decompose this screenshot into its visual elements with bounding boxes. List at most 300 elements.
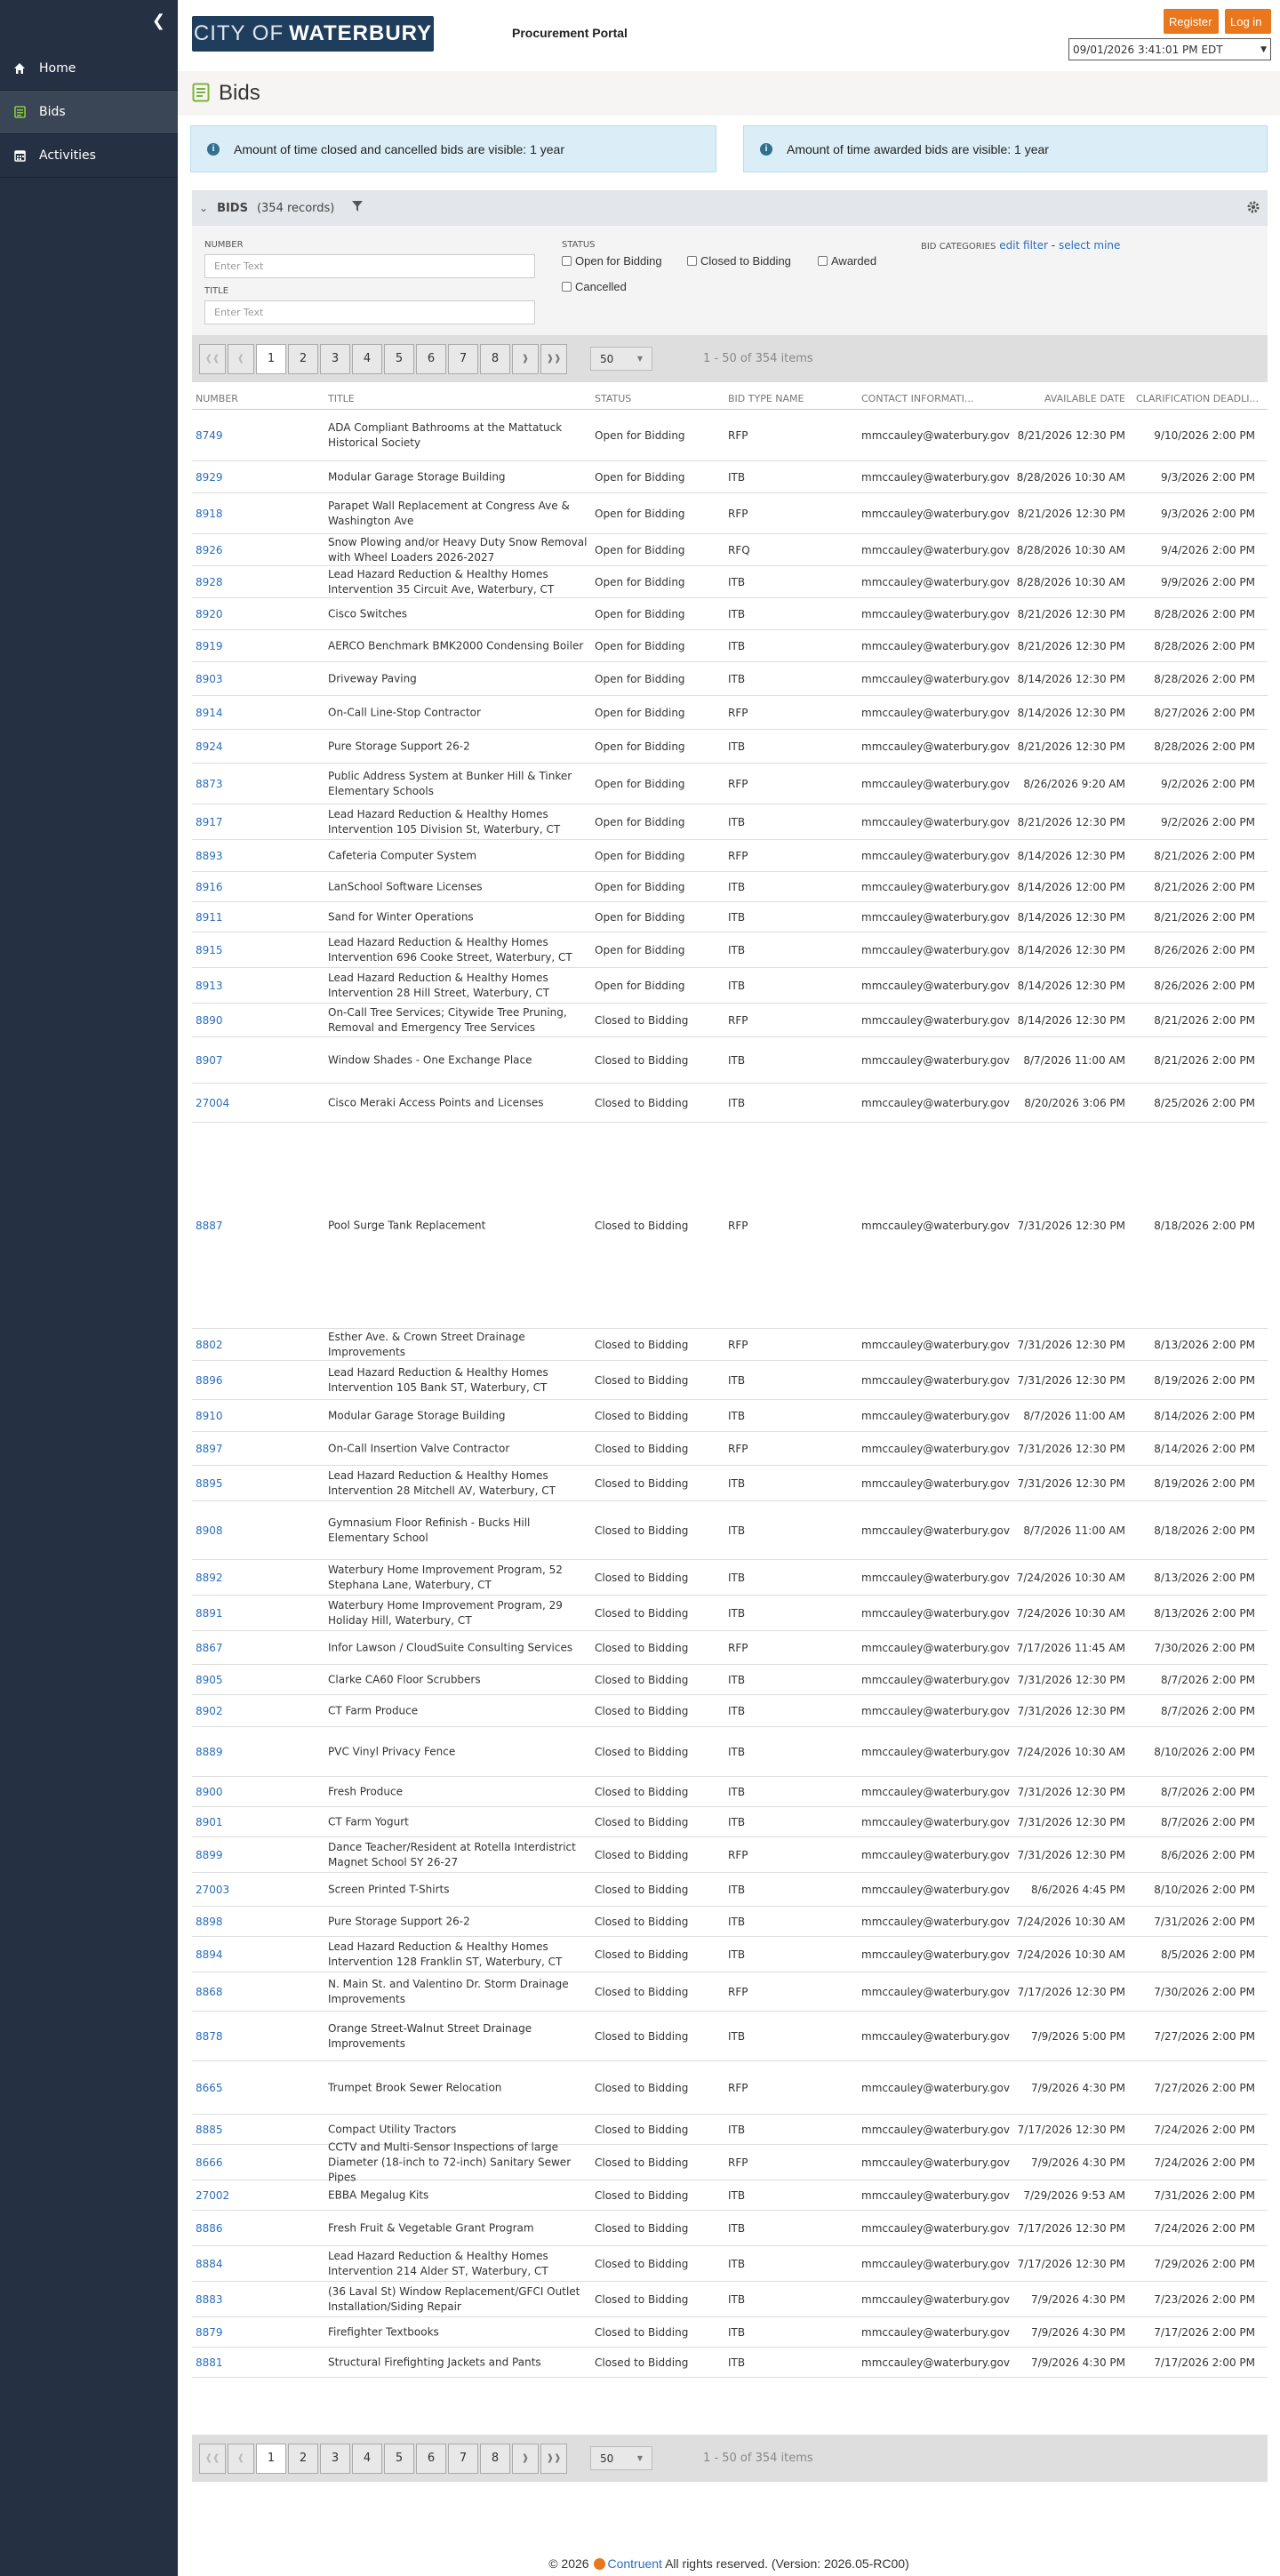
bid-status: Open for Bidding — [595, 740, 685, 753]
bid-number-link[interactable]: 8887 — [196, 1219, 223, 1232]
bid-number-link[interactable]: 8886 — [196, 2221, 223, 2235]
table-row[interactable] — [192, 2282, 1268, 2317]
bid-contact: mmccauley@waterbury.gov — [861, 706, 1010, 719]
bid-clarification-deadline: 8/26/2026 2:00 PM — [1154, 943, 1255, 956]
column-clarification-deadline[interactable]: CLARIFICATION DEADLI... — [1135, 393, 1259, 404]
table-row[interactable] — [192, 1972, 1268, 2012]
table-row[interactable] — [192, 1937, 1268, 1972]
bid-clarification-deadline: 7/30/2026 2:00 PM — [1154, 1985, 1255, 1998]
copyright: © 2026 — [548, 2556, 589, 2571]
bid-available-date: 7/31/2026 12:30 PM — [1017, 1219, 1125, 1232]
next-page-icon[interactable]: ❱ — [512, 2444, 539, 2474]
bid-number-link[interactable]: 8911 — [196, 910, 223, 924]
bid-contact: mmccauley@waterbury.gov — [861, 777, 1010, 790]
bid-status: Closed to Bidding — [595, 1883, 689, 1896]
edit-filter-link[interactable]: edit filter — [999, 239, 1048, 252]
bid-type: ITB — [728, 1096, 746, 1109]
collapse-sidebar-icon[interactable]: ❮ — [151, 12, 165, 30]
page-size-value: 50 — [600, 352, 614, 365]
bid-title: Cafeteria Computer System — [328, 849, 477, 861]
filter-icon[interactable] — [352, 201, 363, 215]
bid-available-date: 8/28/2026 10:30 AM — [1016, 470, 1125, 484]
bid-number-link[interactable]: 8666 — [196, 2156, 223, 2169]
bid-clarification-deadline: 8/18/2026 2:00 PM — [1154, 1524, 1255, 1537]
bid-number-link[interactable]: 8868 — [196, 1985, 223, 1998]
bid-clarification-deadline: 7/31/2026 2:00 PM — [1154, 1915, 1255, 1928]
bid-contact: mmccauley@waterbury.gov — [861, 543, 1010, 556]
bid-contact: mmccauley@waterbury.gov — [861, 2156, 1010, 2169]
table-row[interactable] — [192, 1501, 1268, 1560]
page-1[interactable]: 1 — [256, 344, 286, 374]
page-size-select[interactable] — [590, 347, 652, 371]
bid-contact: mmccauley@waterbury.gov — [861, 1524, 1010, 1537]
first-page-icon[interactable]: ❰❰ — [199, 344, 226, 374]
page-5[interactable]: 5 — [384, 2444, 414, 2474]
table-row[interactable] — [192, 566, 1268, 598]
bid-number-link[interactable]: 8919 — [196, 639, 223, 652]
column-bid-type[interactable]: BID TYPE NAME — [728, 393, 804, 404]
bid-title: Lead Hazard Reduction & Healthy Homes Intervention 28 Hill Street, Waterbury, CT — [328, 971, 550, 999]
page-title: Bids — [219, 81, 260, 105]
table-row[interactable] — [192, 730, 1268, 764]
bid-type: ITB — [728, 1524, 746, 1537]
bid-contact: mmccauley@waterbury.gov — [861, 1442, 1010, 1455]
bid-available-date: 7/9/2026 4:30 PM — [1030, 2081, 1125, 2094]
bid-number-link[interactable]: 8894 — [196, 1948, 223, 1961]
bid-number-link[interactable]: 8897 — [196, 1442, 223, 1455]
bid-number-link[interactable]: 8893 — [196, 849, 223, 862]
table-row[interactable] — [192, 1466, 1268, 1501]
bid-title: Lead Hazard Reduction & Healthy Homes Intervention 214 Alder ST, Waterbury, CT — [328, 2249, 548, 2277]
bid-contact: mmccauley@waterbury.gov — [861, 2123, 1010, 2136]
table-row[interactable] — [192, 2246, 1268, 2282]
register-button[interactable]: Register — [1164, 9, 1219, 34]
title-label: TITLE — [204, 286, 229, 296]
table-row[interactable] — [192, 1596, 1268, 1631]
bid-number-link[interactable]: 27004 — [196, 1096, 230, 1109]
table-row[interactable] — [192, 1004, 1268, 1037]
top-bar — [178, 0, 1280, 71]
bid-clarification-deadline: 8/21/2026 2:00 PM — [1154, 910, 1255, 924]
bid-type: ITB — [728, 1053, 746, 1067]
table-row[interactable] — [192, 902, 1268, 932]
calendar-icon — [12, 148, 27, 163]
bid-available-date: 7/17/2026 12:30 PM — [1017, 2123, 1125, 2136]
page-size-value: 50 — [600, 2452, 614, 2465]
bid-type: RFP — [728, 1013, 748, 1027]
column-contact[interactable]: CONTACT INFORMATI... — [861, 393, 974, 404]
bid-number-link[interactable]: 8929 — [196, 470, 223, 484]
bid-number-link[interactable]: 8867 — [196, 1641, 223, 1654]
table-row[interactable] — [192, 764, 1268, 804]
sidebar-item-home[interactable] — [0, 47, 178, 91]
bid-number-link[interactable]: 8903 — [196, 672, 223, 685]
bid-clarification-deadline: 9/9/2026 2:00 PM — [1160, 575, 1255, 588]
last-page-icon[interactable]: ❱❱ — [540, 344, 567, 374]
bid-status: Open for Bidding — [595, 575, 685, 588]
bid-clarification-deadline: 7/24/2026 2:00 PM — [1154, 2123, 1255, 2136]
bid-status: Closed to Bidding — [595, 1373, 689, 1387]
page-8[interactable]: 8 — [480, 344, 510, 374]
bid-status: Closed to Bidding — [595, 2292, 689, 2306]
page-7[interactable]: 7 — [448, 2444, 478, 2474]
page-7[interactable]: 7 — [448, 344, 478, 374]
bid-available-date: 7/31/2026 12:30 PM — [1017, 1704, 1125, 1717]
table-row[interactable] — [192, 630, 1268, 662]
contruent-logo-icon — [594, 2558, 605, 2570]
table-row[interactable] — [192, 461, 1268, 493]
bid-number-link[interactable]: 27002 — [196, 2188, 230, 2202]
table-row[interactable] — [192, 1560, 1268, 1596]
bid-number-link[interactable]: 8910 — [196, 1409, 223, 1422]
bid-number-link[interactable]: 8908 — [196, 1524, 223, 1537]
status-option-label: Cancelled — [575, 280, 627, 293]
notice-text: Amount of time awarded bids are visible: 1 year — [787, 141, 1049, 156]
bid-number-link[interactable]: 8896 — [196, 1373, 223, 1387]
table-row[interactable] — [192, 1329, 1268, 1361]
bid-clarification-deadline: 7/17/2026 2:00 PM — [1154, 2356, 1255, 2369]
bid-title: EBBA Megalug Kits — [328, 2188, 429, 2201]
bid-number-link[interactable]: 8920 — [196, 607, 223, 620]
table-row[interactable] — [192, 1873, 1268, 1907]
bid-contact: mmccauley@waterbury.gov — [861, 1785, 1010, 1798]
bid-number-link[interactable]: 8892 — [196, 1571, 223, 1584]
chevron-down-icon[interactable]: ⌄ — [199, 202, 209, 214]
bid-number-link[interactable]: 8881 — [196, 2356, 223, 2369]
page-6[interactable]: 6 — [416, 2444, 446, 2474]
status-awarded-checkbox[interactable] — [818, 254, 876, 268]
bid-number-link[interactable]: 8665 — [196, 2081, 223, 2094]
bid-number-link[interactable]: 8884 — [196, 2257, 223, 2270]
page-4[interactable]: 4 — [352, 2444, 382, 2474]
chevron-down-icon: ▼ — [636, 2454, 643, 2462]
bid-clarification-deadline: 8/10/2026 2:00 PM — [1154, 1883, 1255, 1896]
table-row[interactable] — [192, 696, 1268, 730]
bid-number-link[interactable]: 8917 — [196, 815, 223, 828]
city-logo[interactable] — [192, 16, 434, 52]
table-row[interactable] — [192, 1631, 1268, 1665]
bid-type: ITB — [728, 1915, 746, 1928]
bid-clarification-deadline: 7/17/2026 2:00 PM — [1154, 2325, 1255, 2339]
bid-number-link[interactable]: 8924 — [196, 740, 223, 753]
table-row[interactable] — [192, 1123, 1268, 1329]
bid-type: ITB — [728, 2029, 746, 2043]
bid-clarification-deadline: 8/21/2026 2:00 PM — [1154, 1053, 1255, 1067]
bid-number-link[interactable]: 8898 — [196, 1915, 223, 1928]
bid-number-link[interactable]: 8914 — [196, 706, 223, 719]
bid-status: Closed to Bidding — [595, 1409, 689, 1422]
sidebar-item-label: Activities — [39, 148, 96, 163]
page-1[interactable]: 1 — [256, 2444, 286, 2474]
bid-number-link[interactable]: 8883 — [196, 2292, 223, 2306]
bid-title: Waterbury Home Improvement Program, 29 Holiday Hill, Waterbury, CT — [328, 1598, 563, 1627]
bid-number-link[interactable]: 8749 — [196, 428, 223, 442]
bid-clarification-deadline: 7/27/2026 2:00 PM — [1154, 2081, 1255, 2094]
table-row[interactable] — [192, 1837, 1268, 1873]
table-row[interactable] — [192, 1727, 1268, 1777]
table-row[interactable] — [192, 2180, 1268, 2211]
column-number[interactable]: NUMBER — [196, 393, 238, 404]
page-4[interactable]: 4 — [352, 344, 382, 374]
prev-page-icon[interactable]: ❰ — [228, 2444, 254, 2474]
bid-available-date: 7/24/2026 10:30 AM — [1016, 1571, 1125, 1584]
bid-clarification-deadline: 8/28/2026 2:00 PM — [1154, 672, 1255, 685]
table-row[interactable] — [192, 662, 1268, 696]
bid-type: ITB — [728, 2356, 746, 2369]
bid-number-link[interactable]: 8907 — [196, 1053, 223, 1067]
table-row[interactable] — [192, 2211, 1268, 2246]
bid-title: Lead Hazard Reduction & Healthy Homes Intervention 28 Mitchell AV, Waterbury, CT — [328, 1468, 556, 1497]
table-row[interactable] — [192, 1777, 1268, 1807]
page-3[interactable]: 3 — [320, 2444, 350, 2474]
bid-number-link[interactable]: 8873 — [196, 777, 223, 790]
bid-clarification-deadline: 8/7/2026 2:00 PM — [1160, 1815, 1255, 1828]
table-row[interactable] — [192, 840, 1268, 872]
column-status[interactable]: STATUS — [595, 393, 632, 404]
status-open-checkbox[interactable] — [562, 254, 662, 268]
bid-available-date: 7/31/2026 12:30 PM — [1017, 1442, 1125, 1455]
bid-clarification-deadline: 8/7/2026 2:00 PM — [1160, 1704, 1255, 1717]
bid-type: ITB — [728, 2188, 746, 2202]
bid-clarification-deadline: 7/29/2026 2:00 PM — [1154, 2257, 1255, 2270]
number-placeholder: Enter Text — [214, 260, 264, 272]
timezone-select[interactable] — [1068, 38, 1271, 60]
bid-status: Open for Bidding — [595, 880, 685, 893]
bid-available-date: 7/29/2026 9:53 AM — [1023, 2188, 1125, 2202]
table-row[interactable] — [192, 2140, 1268, 2183]
page-2[interactable]: 2 — [288, 2444, 318, 2474]
bid-title: LanSchool Software Licenses — [328, 880, 483, 892]
bid-type: RFP — [728, 507, 748, 520]
bid-number-link[interactable]: 8926 — [196, 543, 223, 556]
bid-status: Closed to Bidding — [595, 2188, 689, 2202]
bid-contact: mmccauley@waterbury.gov — [861, 1571, 1010, 1584]
status-cancelled-checkbox[interactable] — [562, 280, 627, 293]
bid-status: Closed to Bidding — [595, 1785, 689, 1798]
table-row[interactable] — [192, 1807, 1268, 1837]
bid-available-date: 7/31/2026 12:30 PM — [1017, 1673, 1125, 1686]
column-title[interactable]: TITLE — [328, 393, 355, 404]
separator: - — [1047, 239, 1059, 252]
bid-available-date: 8/21/2026 12:30 PM — [1017, 740, 1125, 753]
table-row[interactable] — [192, 2061, 1268, 2115]
select-mine-link[interactable]: select mine — [1058, 239, 1121, 252]
bid-available-date: 7/31/2026 12:30 PM — [1017, 1338, 1125, 1351]
bid-status: Open for Bidding — [595, 607, 685, 620]
bid-number-link[interactable]: 27003 — [196, 1883, 230, 1896]
home-icon — [12, 61, 27, 76]
info-icon: i — [207, 143, 220, 156]
table-row[interactable] — [192, 1432, 1268, 1466]
bid-title: Gymnasium Floor Refinish - Bucks Hill Elementary School — [328, 1516, 531, 1544]
bid-title: Modular Garage Storage Building — [328, 1409, 506, 1421]
number-input[interactable] — [204, 254, 535, 278]
logo-name-text: WATERBURY — [289, 21, 433, 45]
table-row[interactable] — [192, 1695, 1268, 1727]
table-row[interactable] — [192, 2348, 1268, 2378]
table-row[interactable] — [192, 2317, 1268, 2348]
bid-contact: mmccauley@waterbury.gov — [861, 979, 1010, 992]
bid-type: ITB — [728, 639, 746, 652]
bid-contact: mmccauley@waterbury.gov — [861, 943, 1010, 956]
bid-status: Open for Bidding — [595, 672, 685, 685]
bid-contact: mmccauley@waterbury.gov — [861, 1815, 1010, 1828]
bid-number-link[interactable]: 8918 — [196, 507, 223, 520]
table-row[interactable] — [192, 1400, 1268, 1432]
bid-type: ITB — [728, 470, 746, 484]
bid-number-link[interactable]: 8891 — [196, 1606, 223, 1620]
bid-available-date: 7/24/2026 10:30 AM — [1016, 1606, 1125, 1620]
table-row[interactable] — [192, 493, 1268, 534]
title-input[interactable] — [204, 300, 535, 324]
bid-status: Open for Bidding — [595, 943, 685, 956]
bid-clarification-deadline: 8/18/2026 2:00 PM — [1154, 1219, 1255, 1232]
bid-status: Open for Bidding — [595, 543, 685, 556]
bid-status: Open for Bidding — [595, 470, 685, 484]
page-3[interactable]: 3 — [320, 344, 350, 374]
bid-number-link[interactable]: 8802 — [196, 1338, 223, 1351]
bid-available-date: 8/14/2026 12:30 PM — [1017, 849, 1125, 862]
table-row[interactable] — [192, 872, 1268, 902]
bid-type: ITB — [728, 2325, 746, 2339]
table-row[interactable] — [192, 932, 1268, 968]
sidebar-item-bids[interactable] — [0, 91, 178, 134]
bid-type: ITB — [728, 1704, 746, 1717]
bid-number-link[interactable]: 8890 — [196, 1013, 223, 1027]
page-8[interactable]: 8 — [480, 2444, 510, 2474]
bid-type: RFP — [728, 428, 748, 442]
gear-icon[interactable] — [1246, 200, 1260, 218]
bid-type: ITB — [728, 1948, 746, 1961]
page-2[interactable]: 2 — [288, 344, 318, 374]
page-6[interactable]: 6 — [416, 344, 446, 374]
bid-status: Open for Bidding — [595, 706, 685, 719]
page-size-select[interactable] — [590, 2446, 652, 2470]
sidebar-nav — [0, 47, 178, 178]
last-page-icon[interactable]: ❱❱ — [540, 2444, 567, 2474]
prev-page-icon[interactable]: ❰ — [228, 344, 254, 374]
bid-available-date: 8/7/2026 11:00 AM — [1023, 1524, 1125, 1537]
bid-clarification-deadline: 7/24/2026 2:00 PM — [1154, 2156, 1255, 2169]
bid-type: RFP — [728, 1848, 748, 1861]
table-row[interactable] — [192, 410, 1268, 461]
bid-clarification-deadline: 8/21/2026 2:00 PM — [1154, 880, 1255, 893]
login-button[interactable]: Log in — [1225, 9, 1271, 34]
sidebar-item-activities[interactable] — [0, 134, 178, 178]
table-row[interactable] — [192, 2012, 1268, 2061]
column-available-date[interactable]: AVAILABLE DATE — [1044, 393, 1125, 404]
pager-info: 1 - 50 of 354 items — [703, 352, 813, 365]
bid-type: ITB — [728, 815, 746, 828]
bid-contact: mmccauley@waterbury.gov — [861, 575, 1010, 588]
pager-top — [192, 335, 1268, 382]
table-row[interactable] — [192, 968, 1268, 1004]
bid-title: Screen Printed T-Shirts — [328, 1883, 450, 1895]
bid-type: ITB — [728, 2123, 746, 2136]
bid-status: Closed to Bidding — [595, 2081, 689, 2094]
bid-status: Closed to Bidding — [595, 2221, 689, 2235]
bid-status: Open for Bidding — [595, 639, 685, 652]
bid-title: Cisco Switches — [328, 607, 408, 620]
bid-available-date: 7/17/2026 12:30 PM — [1017, 2221, 1125, 2235]
bid-number-link[interactable]: 8899 — [196, 1848, 223, 1861]
table-row[interactable] — [192, 534, 1268, 566]
bid-title: ADA Compliant Bathrooms at the Mattatuck Historical Society — [328, 420, 563, 449]
bid-title: Lead Hazard Reduction & Healthy Homes Intervention 35 Circuit Ave, Waterbury, CT — [328, 567, 555, 596]
bid-number-link[interactable]: 8913 — [196, 979, 223, 992]
bid-type: RFP — [728, 706, 748, 719]
table-row[interactable] — [192, 1907, 1268, 1937]
bid-title: CT Farm Yogurt — [328, 1815, 409, 1828]
bid-available-date: 8/14/2026 12:30 PM — [1017, 672, 1125, 685]
page-5[interactable]: 5 — [384, 344, 414, 374]
bid-title: Public Address System at Bunker Hill & Tinker Elementary Schools — [328, 769, 572, 797]
bid-number-link[interactable]: 8928 — [196, 575, 223, 588]
bid-clarification-deadline: 7/31/2026 2:00 PM — [1154, 2188, 1255, 2202]
bid-number-link[interactable]: 8900 — [196, 1785, 223, 1798]
bid-available-date: 8/6/2026 4:45 PM — [1030, 1883, 1125, 1896]
table-row[interactable] — [192, 1084, 1268, 1123]
bid-status: Closed to Bidding — [595, 2156, 689, 2169]
bid-contact: mmccauley@waterbury.gov — [861, 2029, 1010, 2043]
bid-available-date: 7/17/2026 11:45 AM — [1016, 1641, 1125, 1654]
bid-title: Lead Hazard Reduction & Healthy Homes Intervention 105 Division St, Waterbury, CT — [328, 807, 561, 836]
bid-clarification-deadline: 8/13/2026 2:00 PM — [1154, 1606, 1255, 1620]
bid-type: ITB — [728, 880, 746, 893]
status-closed-checkbox[interactable] — [687, 254, 791, 268]
bid-title: CCTV and Multi-Sensor Inspections of large Diameter (18-inch to 72-inch) Sanitary Sewer Pipes — [328, 2140, 572, 2183]
bid-number-link[interactable]: 8902 — [196, 1704, 223, 1717]
bid-available-date: 8/28/2026 10:30 AM — [1016, 575, 1125, 588]
bid-status: Open for Bidding — [595, 777, 685, 790]
bid-status: Open for Bidding — [595, 815, 685, 828]
bid-number-link[interactable]: 8901 — [196, 1815, 223, 1828]
bid-contact: mmccauley@waterbury.gov — [861, 1373, 1010, 1387]
table-row[interactable] — [192, 598, 1268, 630]
contruent-link[interactable]: Contruent — [607, 2556, 662, 2571]
table-row[interactable] — [192, 1037, 1268, 1084]
bid-title: PVC Vinyl Privacy Fence — [328, 1745, 456, 1757]
bid-clarification-deadline: 9/3/2026 2:00 PM — [1160, 470, 1255, 484]
first-page-icon[interactable]: ❰❰ — [199, 2444, 226, 2474]
bid-type: ITB — [728, 943, 746, 956]
bid-number-link[interactable]: 8916 — [196, 880, 223, 893]
status-option-label: Open for Bidding — [575, 254, 662, 268]
bid-contact: mmccauley@waterbury.gov — [861, 2356, 1010, 2369]
next-page-icon[interactable]: ❱ — [512, 344, 539, 374]
bid-available-date: 8/21/2026 12:30 PM — [1017, 428, 1125, 442]
bid-title: Trumpet Brook Sewer Relocation — [328, 2081, 502, 2093]
table-row[interactable] — [192, 804, 1268, 840]
bid-available-date: 7/24/2026 10:30 AM — [1016, 1948, 1125, 1961]
bid-type: ITB — [728, 1606, 746, 1620]
table-row[interactable] — [192, 1361, 1268, 1400]
bid-number-link[interactable]: 8885 — [196, 2123, 223, 2136]
bid-available-date: 8/21/2026 12:30 PM — [1017, 607, 1125, 620]
bid-status: Closed to Bidding — [595, 2257, 689, 2270]
bid-number-link[interactable]: 8895 — [196, 1476, 223, 1490]
bid-title: Infor Lawson / CloudSuite Consulting Services — [328, 1641, 573, 1653]
bid-number-link[interactable]: 8915 — [196, 943, 223, 956]
bid-available-date: 8/7/2026 11:00 AM — [1023, 1409, 1125, 1422]
table-row[interactable] — [192, 1665, 1268, 1695]
bid-number-link[interactable]: 8878 — [196, 2029, 223, 2043]
bid-number-link[interactable]: 8905 — [196, 1673, 223, 1686]
bid-number-link[interactable]: 8889 — [196, 1745, 223, 1758]
bid-contact: mmccauley@waterbury.gov — [861, 1219, 1010, 1232]
sidebar — [0, 0, 178, 2576]
bid-number-link[interactable]: 8879 — [196, 2325, 223, 2339]
